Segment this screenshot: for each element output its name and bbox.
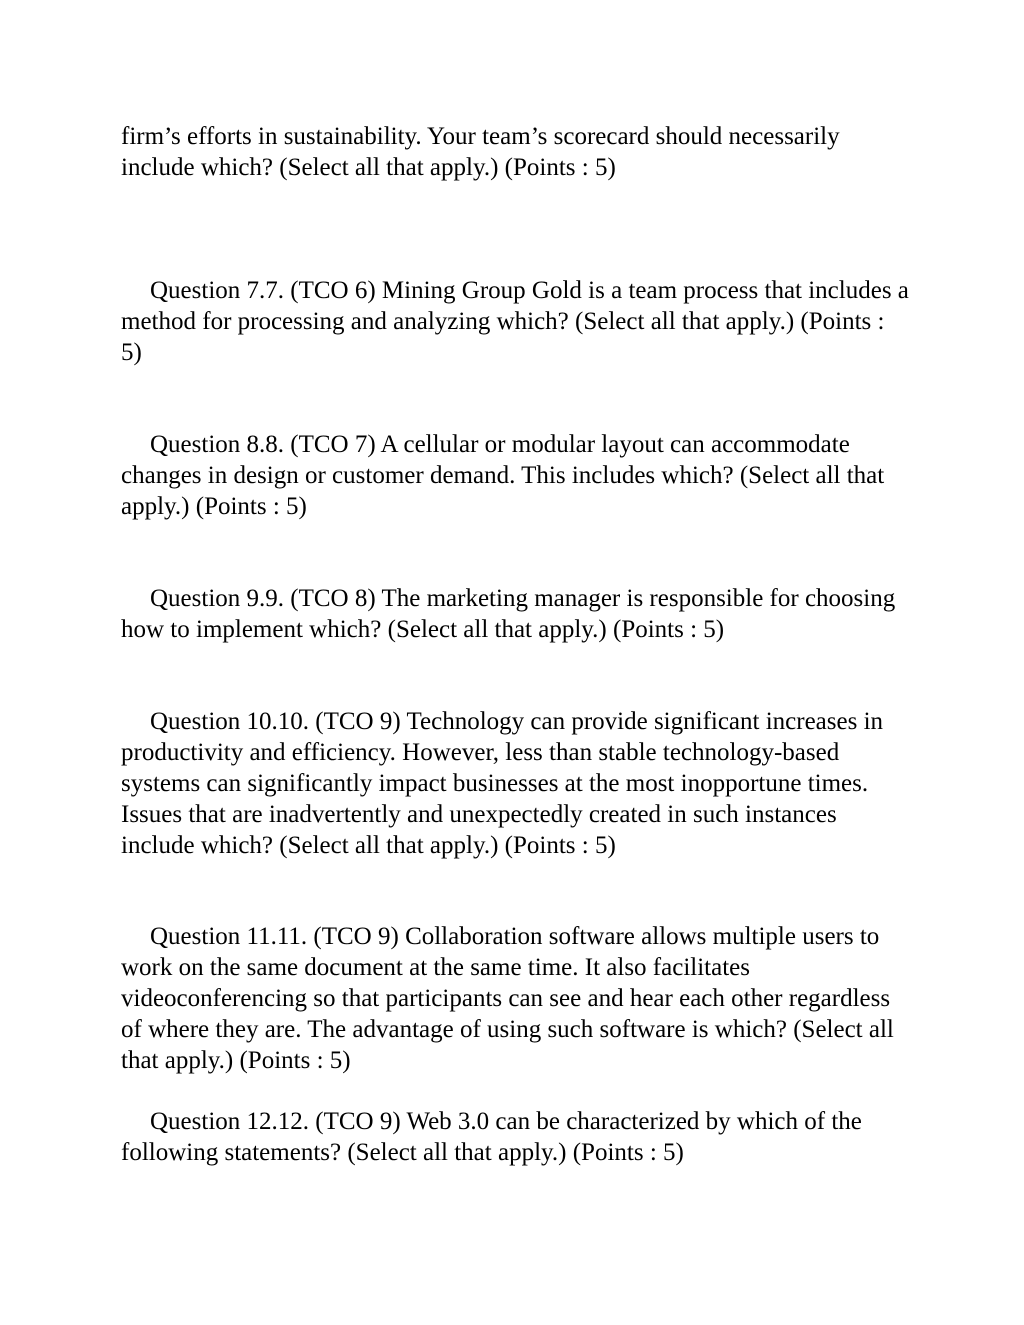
question-7: Question 7.7. (TCO 6) Mining Group Gold is a team process that includes a method for processing and analyzing which? (Select all that apply.) (Points : 5) [121,277,909,366]
question-10: Question 10.10. (TCO 9) Technology can provide significant increases in productivity and efficiency. However, less than stable technology-based systems can significantly impact businesses at the most inopportune times. Issues that are inadvertently and unexpectedly created in such instances include which? (Select all that apply.) (Points : 5) [121,708,884,859]
question-9: Question 9.9. (TCO 8) The marketing manager is responsible for choosing how to implement which? (Select all that apply.) (Points : 5) [121,585,896,643]
question-8: Question 8.8. (TCO 7) A cellular or modular layout can accommodate changes in design or customer demand. This includes which? (Select all that apply.) (Points : 5) [121,431,885,520]
question-12: Question 12.12. (TCO 9) Web 3.0 can be characterized by which of the following statements? (Select all that apply.) (Points : 5) [121,1108,862,1166]
question-6-continuation: firm’s efforts in sustainability. Your team’s scorecard should necessarily include which? (Select all that apply.) (Points : 5) [121,123,840,181]
question-11: Question 11.11. (TCO 9) Collaboration software allows multiple users to work on the same document at the same time. It also facilitates videoconferencing so that participants can see and hear each other regardless of where they are. The advantage of using such software is which? (Select all that apply.) (Points : 5) [121,923,894,1074]
